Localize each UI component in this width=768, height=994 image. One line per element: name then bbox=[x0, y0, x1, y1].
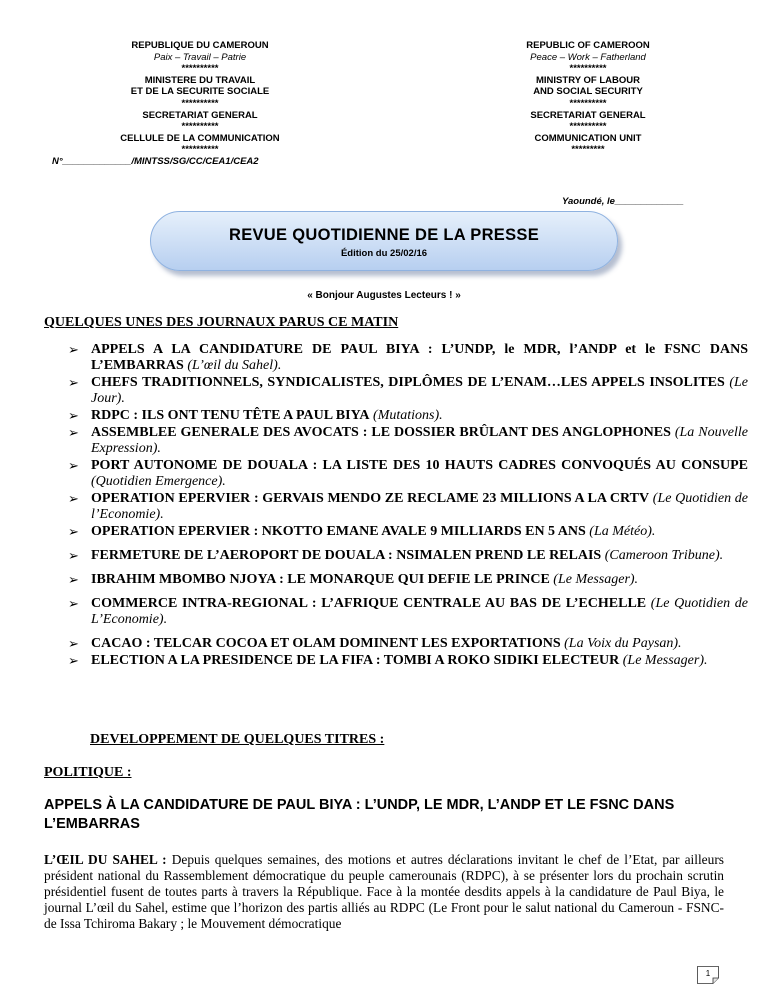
list-item bbox=[68, 491, 748, 523]
greeting: « Bonjour Augustes Lecteurs ! » bbox=[307, 290, 461, 301]
header-left-secretariat: SECRETARIAT GENERAL bbox=[142, 109, 258, 121]
arrow-bullet-icon: ➢ bbox=[68, 636, 79, 651]
arrow-bullet-icon: ➢ bbox=[68, 458, 79, 473]
headline-list bbox=[68, 342, 748, 669]
headline-title: OPERATION EPERVIER : NKOTTO EMANE AVALE 9 MILLIARDS EN 5 ANS bbox=[91, 524, 586, 539]
headline-title: OPERATION EPERVIER : GERVAIS MENDO ZE RECLAME 23 MILLIONS A LA CRTV bbox=[91, 491, 650, 506]
arrow-bullet-icon: ➢ bbox=[68, 425, 79, 440]
header-right-secretariat: SECRETARIAT GENERAL bbox=[530, 109, 646, 121]
header-right-separator: ********** bbox=[569, 121, 607, 133]
headline-source: (La Météo). bbox=[589, 524, 656, 539]
list-item bbox=[68, 572, 748, 588]
arrow-bullet-icon: ➢ bbox=[68, 491, 79, 506]
list-item bbox=[68, 653, 748, 669]
headline-title: FERMETURE DE L’AEROPORT DE DOUALA : NSIMALEN PREND LE RELAIS bbox=[91, 548, 602, 563]
headline-source: (Le Jour). bbox=[91, 375, 749, 406]
reference-number: N°_____________/MINTSS/SG/CC/CEA1/CEA2 bbox=[52, 156, 259, 167]
section-title-headlines: QUELQUES UNES DES JOURNAUX PARUS CE MATIN bbox=[44, 315, 399, 330]
document-title: REVUE QUOTIDIENNE DE LA PRESSE bbox=[228, 226, 540, 244]
article-title: APPELS À LA CANDIDATURE DE PAUL BIYA : L’UNDP, LE MDR, L’ANDP ET LE FSNC DANS L’EMBARRAS bbox=[44, 797, 675, 832]
header-right-ministry: MINISTRY OF LABOUR bbox=[536, 74, 640, 86]
header-left-ministry: MINISTERE DU TRAVAIL bbox=[144, 74, 256, 86]
headline-source: (Cameroon Tribune). bbox=[604, 548, 724, 563]
article-source: L’ŒIL DU SAHEL : bbox=[44, 852, 167, 867]
headline-title: ELECTION A LA PRESIDENCE DE LA FIFA : TOMBI A ROKO SIDIKI ELECTEUR bbox=[91, 653, 620, 668]
header-right-separator: ********* bbox=[571, 144, 605, 156]
headline-source: (Mutations). bbox=[373, 408, 443, 423]
article-body bbox=[44, 852, 724, 932]
arrow-bullet-icon: ➢ bbox=[68, 572, 79, 587]
header-left-separator: ********** bbox=[181, 97, 219, 109]
section-title-development: DEVELOPPEMENT DE QUELQUES TITRES : bbox=[90, 732, 385, 747]
arrow-bullet-icon: ➢ bbox=[68, 342, 79, 357]
header-right-motto: Peace – Work – Fatherland bbox=[530, 51, 646, 63]
arrow-bullet-icon: ➢ bbox=[68, 408, 79, 423]
headline-title: CACAO : TELCAR COCOA ET OLAM DOMINENT LES EXPORTATIONS bbox=[91, 636, 561, 651]
page-number: 1 bbox=[705, 969, 711, 978]
headline-title: COMMERCE INTRA-REGIONAL : L’AFRIQUE CENTRALE AU BAS DE L’ECHELLE bbox=[91, 596, 647, 611]
list-item bbox=[68, 342, 748, 374]
header-right-separator: ********** bbox=[569, 63, 607, 75]
list-item bbox=[68, 408, 748, 424]
list-item bbox=[68, 375, 748, 407]
header-left-motto: Paix – Travail – Patrie bbox=[153, 51, 247, 63]
header-right-unit: COMMUNICATION UNIT bbox=[534, 132, 642, 144]
place-date: Yaoundé, le_____________ bbox=[562, 196, 684, 207]
list-item bbox=[68, 596, 748, 628]
headline-source: (La Voix du Paysan). bbox=[564, 636, 682, 651]
arrow-bullet-icon: ➢ bbox=[68, 375, 79, 390]
list-item bbox=[68, 524, 748, 540]
header-left-country: REPUBLIQUE DU CAMEROUN bbox=[131, 40, 269, 51]
list-item bbox=[68, 636, 748, 652]
headline-title: PORT AUTONOME DE DOUALA : LA LISTE DES 10 HAUTS CADRES CONVOQUÉS AU CONSUPE bbox=[91, 458, 748, 473]
arrow-bullet-icon: ➢ bbox=[68, 524, 79, 539]
headline-title: CHEFS TRADITIONNELS, SYNDICALISTES, DIPLÔMES DE L’ENAM…LES APPELS INSOLITES bbox=[91, 375, 725, 390]
header-left-ministry-2: ET DE LA SECURITE SOCIALE bbox=[130, 86, 270, 98]
arrow-bullet-icon: ➢ bbox=[68, 548, 79, 563]
title-banner bbox=[150, 211, 618, 271]
headline-title: APPELS A LA CANDIDATURE DE PAUL BIYA : L’UNDP, le MDR, l’ANDP et le FSNC DANS L’EMBARRAS bbox=[91, 342, 748, 373]
header-left bbox=[60, 40, 340, 156]
headline-source: (Le Quotidien de l’Economie). bbox=[91, 491, 749, 522]
list-item bbox=[68, 458, 748, 490]
header-right bbox=[448, 40, 728, 156]
header-left-separator: ********** bbox=[181, 63, 219, 75]
list-item bbox=[68, 548, 748, 564]
edition-date: Édition du 25/02/16 bbox=[340, 248, 428, 259]
arrow-bullet-icon: ➢ bbox=[68, 596, 79, 611]
header-left-separator: ********** bbox=[181, 121, 219, 133]
headline-source: (Quotidien Emergence). bbox=[91, 474, 226, 489]
header-left-separator: ********** bbox=[181, 144, 219, 156]
section-title-politics: POLITIQUE : bbox=[44, 765, 132, 780]
headline-source: (Le Quotidien de L’Economie). bbox=[91, 596, 748, 627]
headline-source: (Le Messager). bbox=[622, 653, 708, 668]
headline-source: (L’œil du Sahel). bbox=[187, 358, 282, 373]
headline-source: (Le Messager). bbox=[553, 572, 639, 587]
arrow-bullet-icon: ➢ bbox=[68, 653, 79, 668]
headline-title: IBRAHIM MBOMBO NJOYA : LE MONARQUE QUI DEFIE LE PRINCE bbox=[91, 572, 550, 587]
list-item bbox=[68, 425, 748, 457]
article-text: Depuis quelques semaines, des motions et autres déclarations invitant le chef de l’Etat, par ailleurs président national du Rassemblement démocratique du peuple camerounais (RDPC), à se présenter lors du prochain scrutin présidentiel fusent de toutes parts à travers la République. Face à la montée desdits appels à la candidature de Paul Biya, le journal L’œil du Sahel, estime que l’horizon des partis alliés au RDPC (Le Front pour le salut national du Cameroun - FSNC- de Issa Tchiroma Bakary ; le Mouvement démocratique bbox=[44, 852, 724, 931]
header-right-country: REPUBLIC OF CAMEROON bbox=[526, 40, 650, 51]
page-number-box bbox=[697, 966, 719, 984]
headline-title: ASSEMBLEE GENERALE DES AVOCATS : LE DOSSIER BRÛLANT DES ANGLOPHONES bbox=[91, 425, 671, 440]
header-left-unit: CELLULE DE LA COMMUNICATION bbox=[120, 132, 280, 144]
headline-source: (La Nouvelle Expression). bbox=[91, 425, 749, 456]
header-right-ministry-2: AND SOCIAL SECURITY bbox=[533, 86, 643, 98]
headline-title: RDPC : ILS ONT TENU TÊTE A PAUL BIYA bbox=[91, 408, 370, 423]
header-right-separator: ********** bbox=[569, 97, 607, 109]
